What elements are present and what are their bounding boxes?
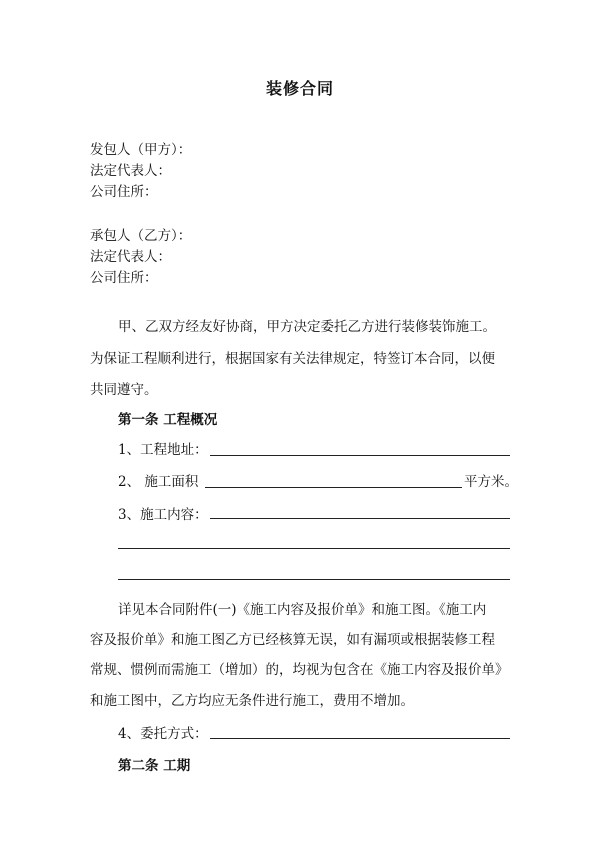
detail-line-2: 容及报价单》和施工图乙方已经核算无误，如有漏项或根据装修工程 (90, 632, 495, 648)
intro-line-2: 为保证工程顺利进行，根据国家有关法律规定，特签订本合同，以便 (90, 351, 495, 367)
party-b-rep: 法定代表人： (90, 249, 171, 265)
item2-unit: 平方米。 (464, 474, 518, 490)
item1-blank[interactable] (210, 455, 510, 456)
party-a-address: 公司住所： (90, 184, 158, 200)
detail-line-1: 详见本合同附件(一)《施工内容及报价单》和施工图。《施工内 (118, 602, 487, 618)
item1-label: 1、工程地址： (118, 442, 208, 458)
intro-line-3: 共同遵守。 (90, 382, 158, 398)
item4-label: 4、委托方式： (118, 726, 208, 742)
item3-blank[interactable] (210, 518, 510, 519)
party-a-rep: 法定代表人： (90, 163, 171, 179)
item3-label: 3、施工内容： (118, 507, 208, 523)
contract-title: 装修合同 (265, 79, 334, 98)
party-b-address: 公司住所： (90, 270, 158, 286)
party-b-label: 承包人（乙方）： (90, 228, 192, 244)
detail-line-4: 和施工图中，乙方均应无条件进行施工，费用不增加。 (90, 693, 414, 709)
intro-line-1: 甲、乙双方经友好协商，甲方决定委托乙方进行装修装饰施工。 (118, 319, 496, 335)
item2-blank[interactable] (205, 487, 462, 488)
item3-blank-2[interactable] (118, 548, 510, 549)
item4-blank[interactable] (210, 738, 510, 739)
item3-blank-3[interactable] (118, 579, 510, 580)
party-a-label: 发包人（甲方）： (90, 142, 192, 158)
article1-heading: 第一条 工程概况 (118, 412, 218, 428)
item2-label: 2、 施工面积 (118, 474, 199, 490)
article2-heading: 第二条 工期 (118, 758, 191, 774)
detail-line-3: 常规、惯例而需施工（增加）的，均视为包含在《施工内容及报价单》 (90, 662, 509, 678)
